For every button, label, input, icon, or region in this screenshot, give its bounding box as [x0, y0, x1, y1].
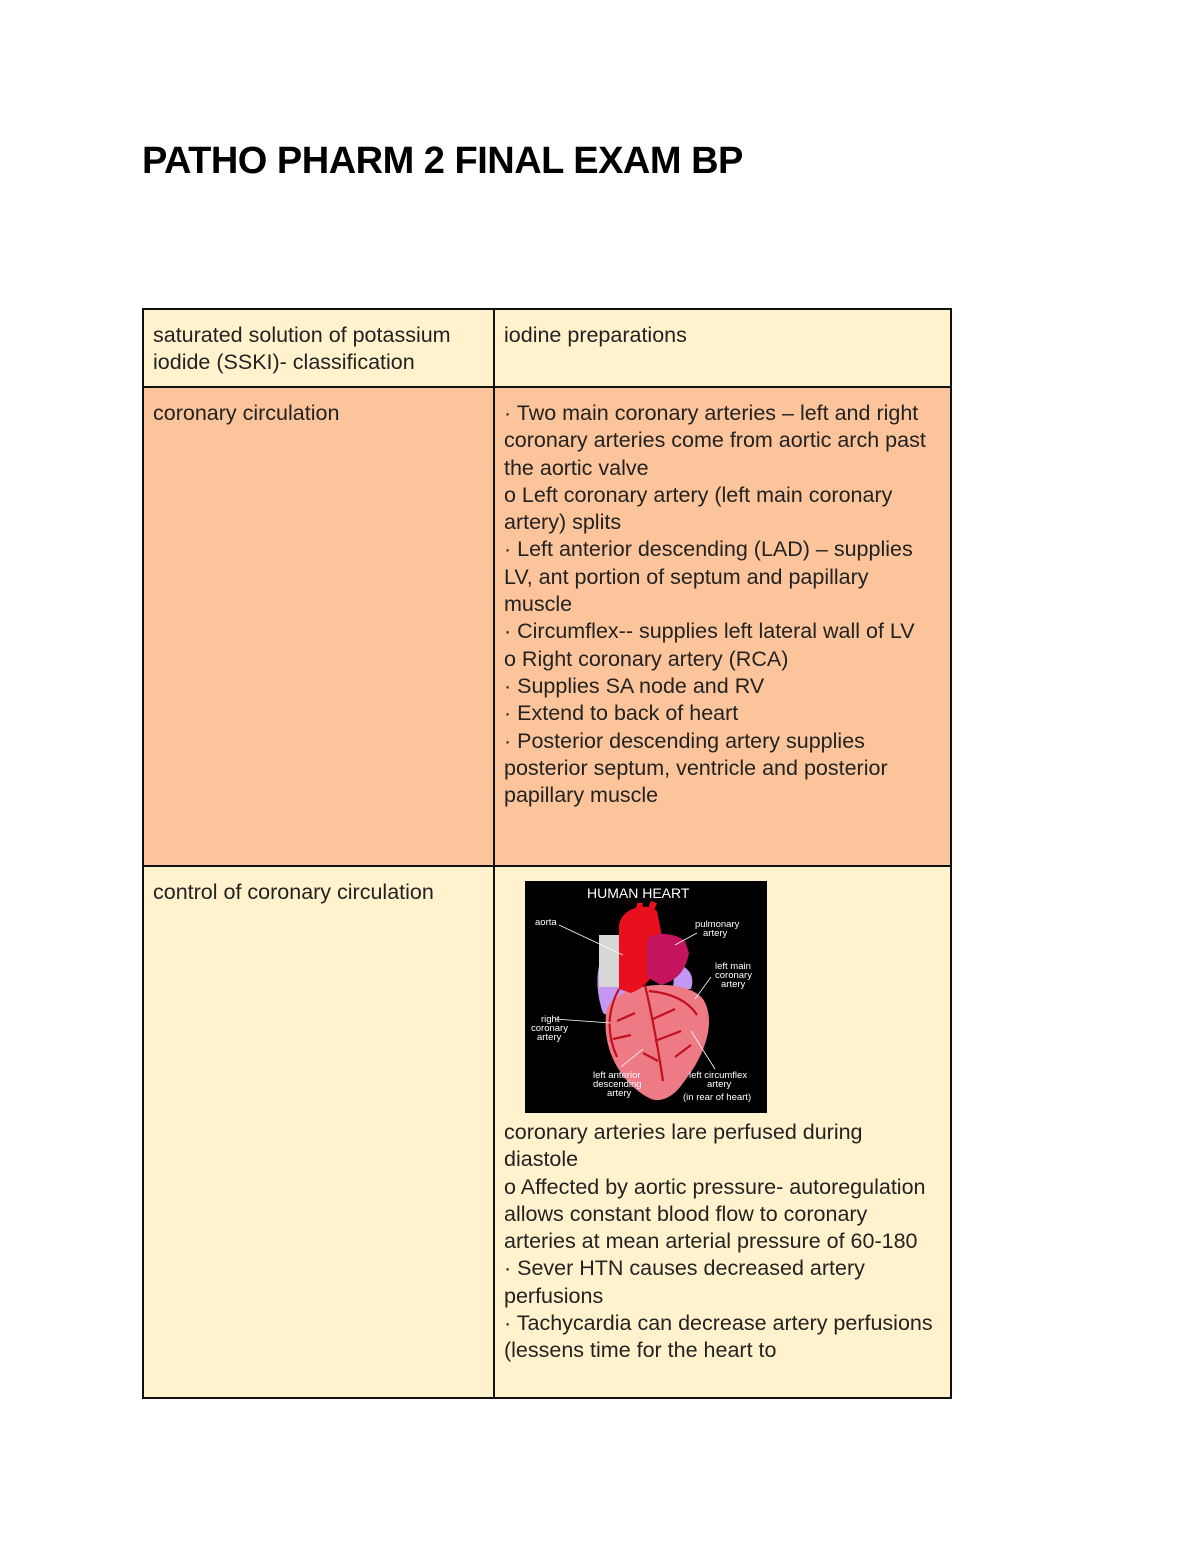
definition-line: · Posterior descending artery supplies posterior septum, ventricle and posterior papillary muscle: [504, 728, 894, 808]
table-row: [143, 309, 951, 387]
lad-label: left anterior: [593, 1070, 641, 1081]
circumflex-label: (in rear of heart): [683, 1092, 752, 1103]
definition-line: · Circumflex-- supplies left lateral wall of LV: [504, 619, 915, 644]
definition-cell: [494, 309, 951, 387]
definition-line: · Supplies SA node and RV: [504, 673, 765, 698]
flashcard-table: [142, 308, 952, 1399]
term-cell: [143, 309, 494, 387]
term-text: control of coronary circulation: [153, 880, 434, 904]
right-coronary-label: coronary: [531, 1023, 568, 1034]
definition-line: o Affected by aortic pressure- autoregulation allows constant blood flow to coronary arteries at mean arterial pressure of 60-180: [504, 1174, 932, 1254]
left-main-coronary-label: coronary: [715, 970, 752, 981]
table-row: [143, 866, 951, 1398]
definition-line: · Sever HTN causes decreased artery perfusions: [504, 1256, 871, 1308]
definition-line: coronary arteries lare perfused during diastole: [504, 1120, 869, 1172]
definition-line: o Right coronary artery (RCA): [504, 646, 789, 671]
page-title: PATHO PHARM 2 FINAL EXAM BP: [142, 140, 743, 182]
definition-line: o Left coronary artery (left main coronary artery) splits: [504, 482, 899, 535]
left-main-coronary-label: left main: [715, 961, 751, 972]
circumflex-label: left circumflex: [689, 1070, 748, 1081]
table-row: [143, 387, 951, 866]
right-coronary-label: right: [541, 1014, 560, 1025]
pulmonary-artery-label: pulmonary: [695, 919, 740, 930]
lad-label: descending: [593, 1079, 642, 1090]
term-text: coronary circulation: [153, 401, 340, 425]
definition-cell: [494, 866, 951, 1398]
term-cell: [143, 866, 494, 1398]
human-heart-diagram: [525, 881, 767, 1113]
diagram-title: HUMAN HEART: [587, 885, 690, 901]
lad-label: artery: [607, 1088, 632, 1099]
definition-line: · Tachycardia can decrease artery perfusions (lessens time for the heart to: [504, 1311, 939, 1363]
definition-line: · Extend to back of heart: [504, 701, 739, 726]
term-text: saturated solution of potassium iodide (SSKI)- classification: [153, 323, 451, 375]
definition-line: · Left anterior descending (LAD) – supplies LV, ant portion of septum and papillary muscle: [504, 537, 919, 617]
definition-cell: [494, 387, 951, 866]
circumflex-label: artery: [707, 1079, 732, 1090]
right-coronary-label: artery: [537, 1032, 562, 1043]
definition-line: · Two main coronary arteries – left and right coronary arteries come from aortic arch past the aortic valve: [504, 401, 932, 480]
pulmonary-artery-label: artery: [703, 928, 728, 939]
definition-line: iodine preparations: [504, 323, 687, 347]
term-cell: [143, 387, 494, 866]
left-main-coronary-label: artery: [721, 979, 746, 990]
aorta-label: aorta: [535, 917, 557, 928]
